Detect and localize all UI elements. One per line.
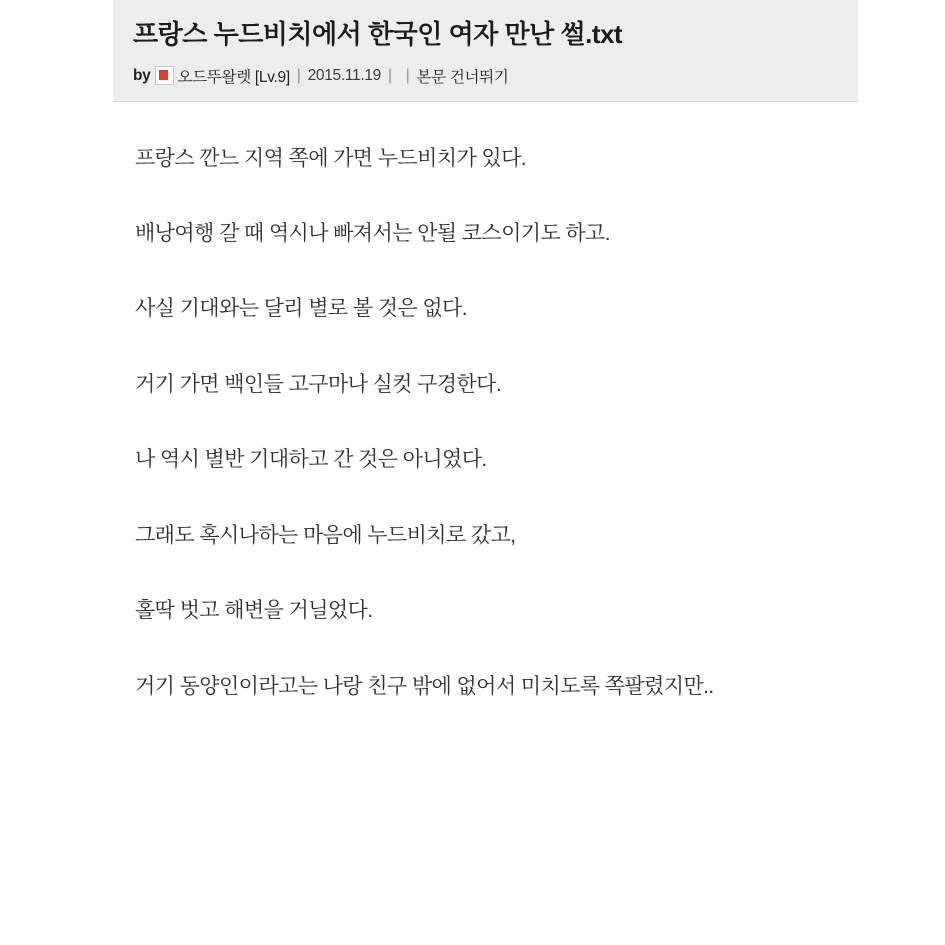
post-header [113, 0, 858, 102]
paragraph: 거기 동양인이라고는 나랑 친구 밖에 없어서 미치도록 쪽팔렸지만.. [135, 674, 714, 698]
paragraph: 그래도 혹시나하는 마음에 누드비치로 갔고, [135, 523, 516, 547]
paragraph: 프랑스 깐느 지역 쪽에 가면 누드비치가 있다. [135, 146, 526, 170]
paragraph: 나 역시 별반 기대하고 간 것은 아니였다. [135, 448, 487, 472]
skip-to-content-link[interactable]: 본문 건너뛰기 [416, 68, 509, 86]
page-title: 프랑스 누드비치에서 한국인 여자 만난 썰.txt [133, 19, 623, 49]
author-name[interactable]: 오드뚜왈렛 [Lv.9] [177, 68, 290, 86]
author-rank-icon [155, 66, 174, 85]
meta-separator-1: | [296, 66, 301, 84]
post-meta [133, 65, 838, 87]
paragraph: 사실 기대와는 달리 별로 볼 것은 없다. [135, 297, 467, 321]
paragraph: 거기 가면 백인들 고구마나 실컷 구경한다. [135, 372, 502, 396]
by-label: by [133, 66, 151, 84]
post-body [113, 102, 858, 703]
paragraph: 홀딱 벗고 해변을 거닐었다. [135, 599, 373, 623]
meta-separator-3: | [405, 66, 410, 84]
article-container [113, 0, 858, 945]
meta-separator-2: | [388, 66, 392, 84]
paragraph: 배낭여행 갈 때 역시나 빠져서는 안될 코스이기도 하고. [135, 221, 610, 245]
post-date: 2015.11.19 [307, 66, 382, 84]
